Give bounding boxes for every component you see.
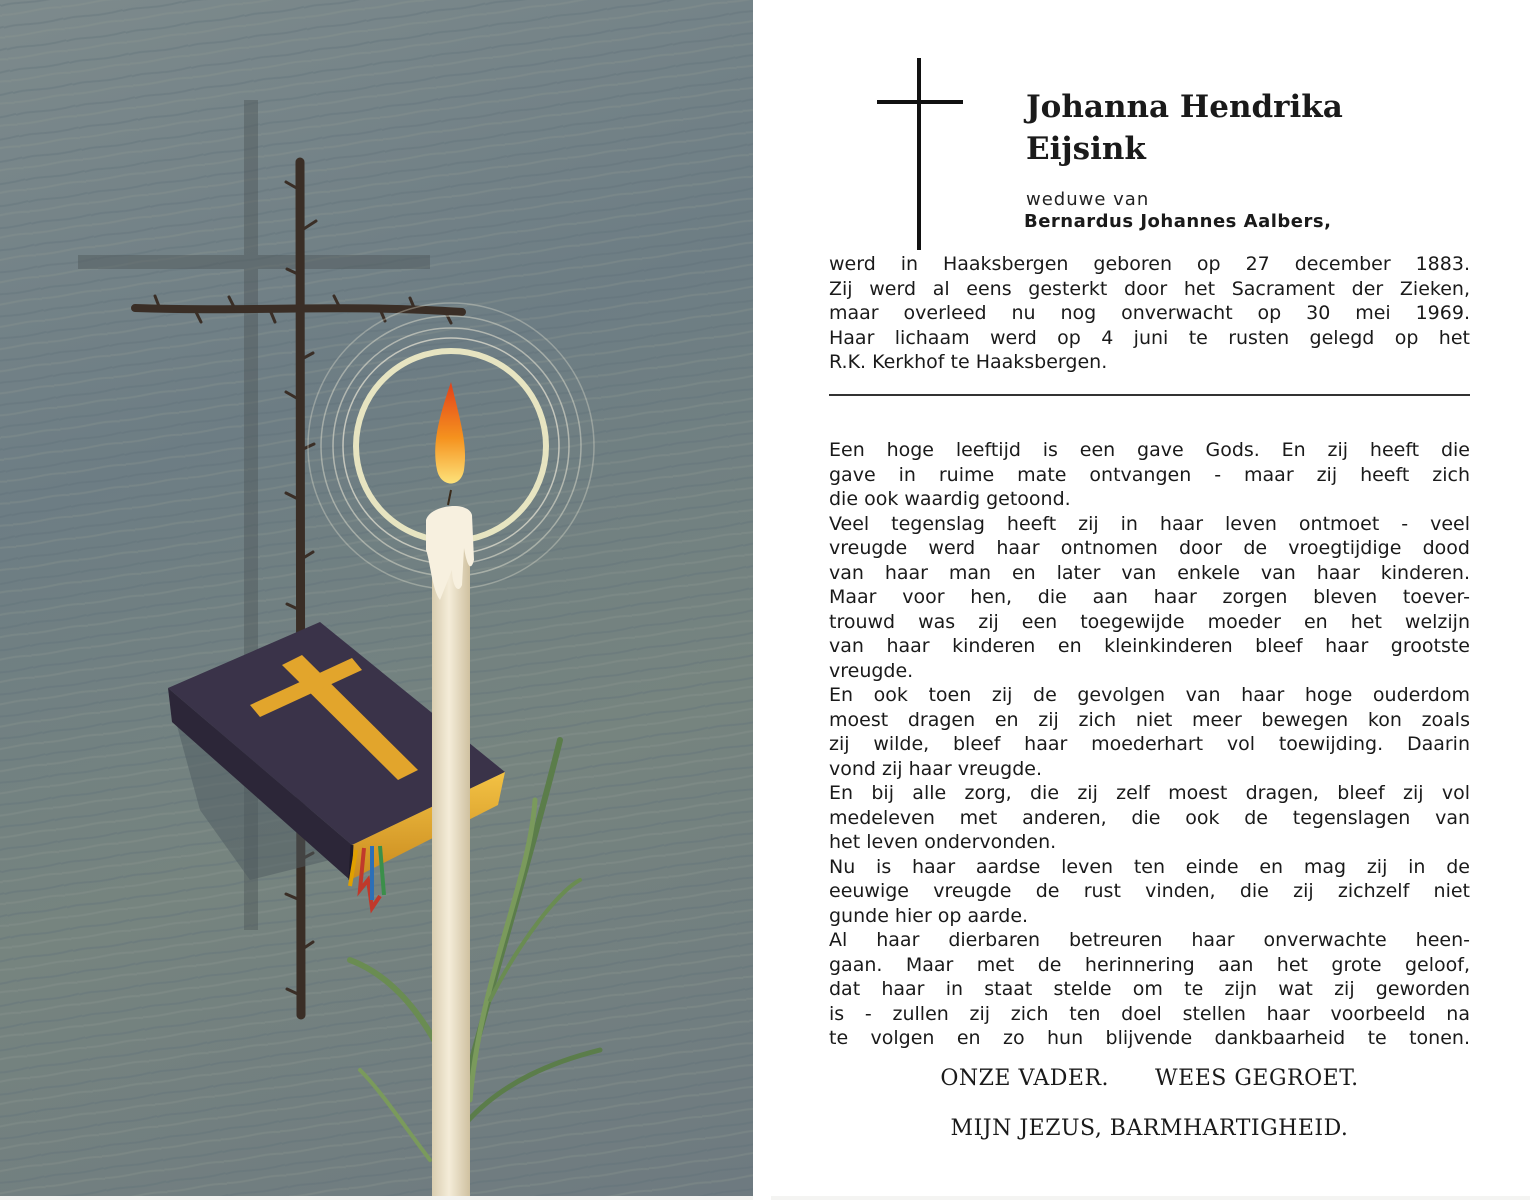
text-line: medeleven met anderen, die ook de tegenslagen van: [829, 806, 1470, 829]
prayer-my-jesus: MIJN JEZUS, BARMHARTIGHEID.: [950, 1116, 1349, 1141]
bio-line: Haar lichaam werd op 4 juni te rusten gelegd op het: [829, 326, 1470, 349]
bio-line: R.K. Kerkhof te Haaksbergen.: [829, 351, 1108, 373]
text-line: En bij alle zorg, die zij zelf moest dragen, bleef zij vol: [829, 782, 1470, 804]
text-line: Maar voor hen, die aan haar zorgen bleven toever-: [829, 586, 1470, 608]
text-line: het leven ondervonden.: [829, 831, 1057, 853]
illustration-svg: [0, 0, 753, 1196]
biography-paragraph: [829, 252, 1470, 375]
textured-background: [0, 0, 753, 1196]
bio-line: maar overleed nu nog onverwacht op 30 mei 1969.: [829, 302, 1470, 324]
text-line: van haar kinderen en kleinkinderen bleef haar grootste: [829, 635, 1470, 657]
text-line: Veel tegenslag heeft zij in haar leven ontmoet - veel: [829, 512, 1470, 535]
name-line-2: Eijsink: [1026, 131, 1146, 167]
husband-name: Bernardus Johannes Aalbers,: [1024, 211, 1332, 232]
text-line: gaan. Maar met de herinnering aan het grote geloof,: [829, 953, 1470, 976]
text-line: gave in ruime mate ontvangen - maar zij heeft zich: [829, 463, 1470, 486]
text-line: Nu is haar aardse leven ten einde en mag zij in de: [829, 855, 1470, 878]
text-line: gunde hier op aarde.: [829, 904, 1029, 927]
text-line: vreugde.: [829, 659, 914, 682]
text-line: En ook toen zij de gevolgen van haar hoge ouderdom: [829, 684, 1470, 706]
memorial-cross-icon: [917, 58, 921, 250]
prayer-line-2: [829, 1116, 1470, 1141]
text-line: van haar man en later van enkele van haar kinderen.: [829, 561, 1470, 584]
bio-line: Zij werd al eens gesterkt door het Sacrament der Zieken,: [829, 277, 1470, 300]
text-line: te volgen en zo hun blijvende dankbaarheid te tonen.: [829, 1027, 1470, 1049]
text-line: vond zij haar vreugde.: [829, 757, 1042, 780]
text-line: eeuwige vreugde de rust vinden, die zij zichzelf niet: [829, 880, 1470, 902]
text-line: dat haar in staat stelde om te zijn wat zij geworden: [829, 978, 1470, 1000]
memorial-illustration: [0, 0, 753, 1196]
prayer-our-father: ONZE VADER.: [940, 1066, 1110, 1091]
prayer-hail-mary: WEES GEGROET.: [1155, 1066, 1359, 1091]
card-gutter: [753, 0, 771, 1200]
text-line: vreugde werd haar ontnomen door de vroegtijdige dood: [829, 537, 1470, 559]
prayer-line-1: [829, 1066, 1470, 1091]
bio-line: werd in Haaksbergen geboren op 27 december 1883.: [829, 253, 1470, 275]
divider-line: [829, 394, 1470, 396]
text-line: trouwd was zij een toegewijde moeder en het welzijn: [829, 610, 1470, 633]
memorial-cross-bar: [877, 100, 963, 104]
widow-label: weduwe van: [1026, 189, 1150, 210]
memorial-text: [829, 438, 1470, 1051]
text-line: die ook waardig getoond.: [829, 488, 1071, 510]
text-line: is - zullen zij zich ten doel stellen haar voorbeeld na: [829, 1002, 1470, 1025]
deceased-name: [1026, 86, 1343, 170]
text-line: zij wilde, bleef haar moederhart vol toewijding. Daarin: [829, 733, 1470, 755]
text-line: Een hoge leeftijd is een gave Gods. En zij heeft die: [829, 439, 1470, 461]
name-line-1: Johanna Hendrika: [1026, 89, 1343, 125]
text-line: Al haar dierbaren betreuren haar onverwachte heen-: [829, 929, 1470, 951]
text-line: moest dragen en zij zich niet meer bewegen kon zoals: [829, 708, 1470, 731]
